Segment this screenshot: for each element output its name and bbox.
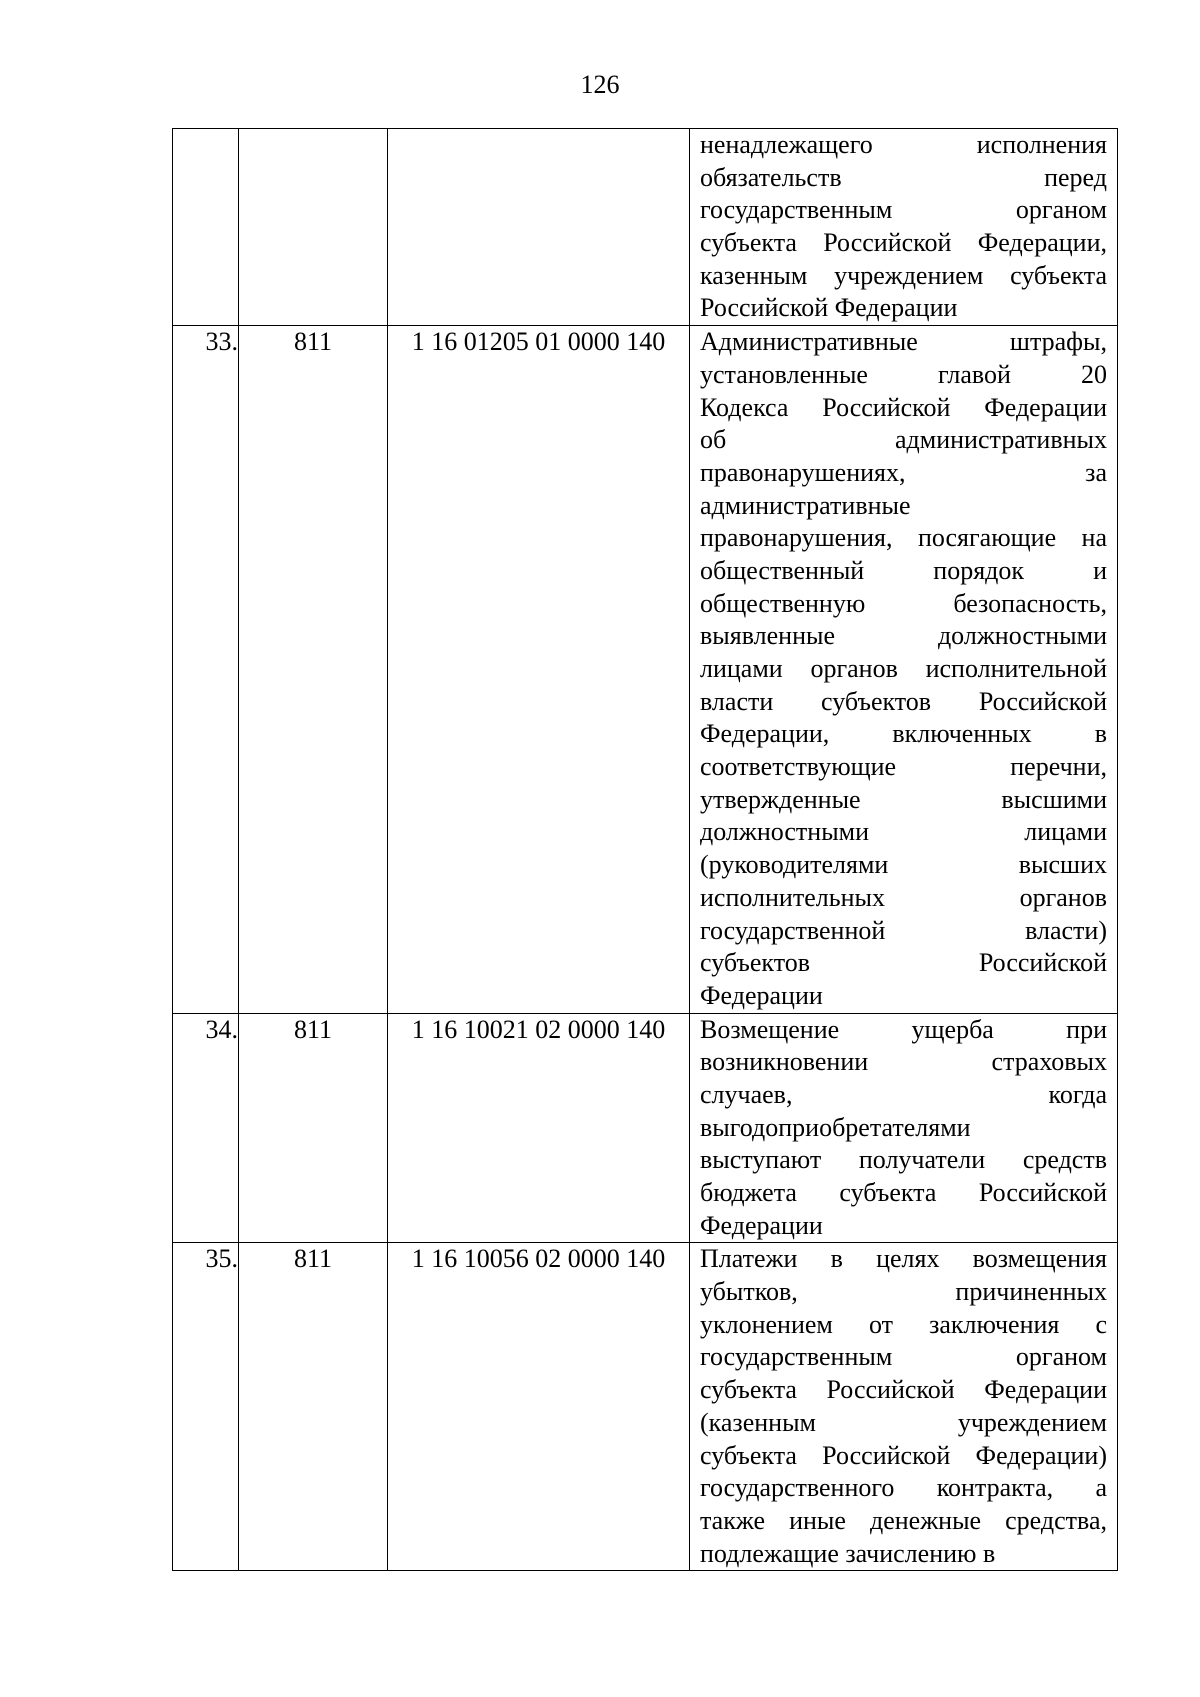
description-line: убытков, причиненных xyxy=(700,1277,1107,1307)
description-line: выгодоприобретателями xyxy=(700,1112,971,1142)
row-number-cell: 33. xyxy=(173,326,239,1013)
description-line: об административных xyxy=(700,425,1107,455)
description-line: уклонением от заключения с xyxy=(700,1309,1107,1339)
revenue-description-cell xyxy=(690,326,1118,1013)
description-line: государственным органом xyxy=(700,1342,1107,1372)
description-line: общественную безопасность, xyxy=(700,588,1107,618)
description-line: (казенным учреждением xyxy=(700,1407,1107,1437)
description-line: государственной власти) xyxy=(700,915,1107,945)
description-line: административные xyxy=(700,490,911,520)
description-line: Федерации, включенных в xyxy=(700,719,1107,749)
revenue-codes-table xyxy=(172,128,1118,1571)
table-body xyxy=(173,129,1118,1571)
description-line: Возмещение ущерба при xyxy=(700,1014,1107,1044)
description-line: установленные главой 20 xyxy=(700,359,1107,389)
budget-classification-code-cell: 1 16 10056 02 0000 140 xyxy=(388,1243,690,1571)
budget-classification-code-cell xyxy=(388,129,690,326)
administrator-code-cell: 811 xyxy=(239,1243,388,1571)
administrator-code-cell: 811 xyxy=(239,326,388,1013)
description-line: казенным учреждением субъекта xyxy=(700,260,1107,290)
description-line: подлежащие зачислению в xyxy=(700,1538,996,1568)
description-line: лицами органов исполнительной xyxy=(700,654,1107,683)
description-line: субъекта Российской Федерации) xyxy=(700,1440,1107,1470)
description-line: выявленные должностными xyxy=(700,621,1107,651)
row-number-cell: 34. xyxy=(173,1013,239,1243)
revenue-description-cell xyxy=(690,1013,1118,1243)
description-line: Российской Федерации xyxy=(700,293,958,323)
administrator-code-cell xyxy=(239,129,388,326)
budget-classification-code-cell: 1 16 10021 02 0000 140 xyxy=(388,1013,690,1243)
description-line: общественный порядок и xyxy=(700,555,1107,585)
description-line: Федерации xyxy=(700,1210,823,1240)
description-line: субъекта Российской Федерации, xyxy=(700,228,1107,258)
description-line: государственного контракта, а xyxy=(700,1473,1107,1503)
budget-classification-code-cell: 1 16 01205 01 0000 140 xyxy=(388,326,690,1013)
row-number-cell: 35. xyxy=(173,1243,239,1571)
description-line: выступают получатели средств xyxy=(700,1145,1107,1175)
description-line: исполнительных органов xyxy=(700,882,1107,912)
description-line: Административные штрафы, xyxy=(700,327,1107,357)
description-line: (руководителями высших xyxy=(700,850,1107,880)
description-line: государственным органом xyxy=(700,195,1107,225)
description-line: Платежи в целях возмещения xyxy=(700,1244,1107,1274)
description-line: Федерации xyxy=(700,980,823,1010)
row-number-cell xyxy=(173,129,239,326)
table-row xyxy=(173,1013,1118,1243)
description-line: бюджета субъекта Российской xyxy=(700,1178,1107,1207)
description-line: субъекта Российской Федерации xyxy=(700,1375,1107,1405)
description-line: случаев, когда xyxy=(700,1079,1107,1109)
page-number: 126 xyxy=(580,70,620,99)
description-line: обязательств перед xyxy=(700,162,1107,192)
description-line: соответствующие перечни, xyxy=(700,752,1107,782)
description-line: ненадлежащего исполнения xyxy=(700,130,1107,159)
description-line: Кодекса Российской Федерации xyxy=(700,392,1107,422)
administrator-code-cell: 811 xyxy=(239,1013,388,1243)
revenue-description-cell xyxy=(690,1243,1118,1571)
table-row xyxy=(173,326,1118,1013)
description-line: утвержденные высшими xyxy=(700,784,1107,814)
description-line: должностными лицами xyxy=(700,817,1107,847)
description-line: правонарушениях, за xyxy=(700,457,1107,487)
table-row xyxy=(173,1243,1118,1571)
description-line: власти субъектов Российской xyxy=(700,686,1107,716)
description-line: возникновении страховых xyxy=(700,1047,1107,1077)
description-line: субъектов Российской xyxy=(700,948,1107,978)
description-line: правонарушения, посягающие на xyxy=(700,523,1107,553)
revenue-description-cell xyxy=(690,129,1118,326)
table-row xyxy=(173,129,1118,326)
description-line: также иные денежные средства, xyxy=(700,1505,1107,1535)
